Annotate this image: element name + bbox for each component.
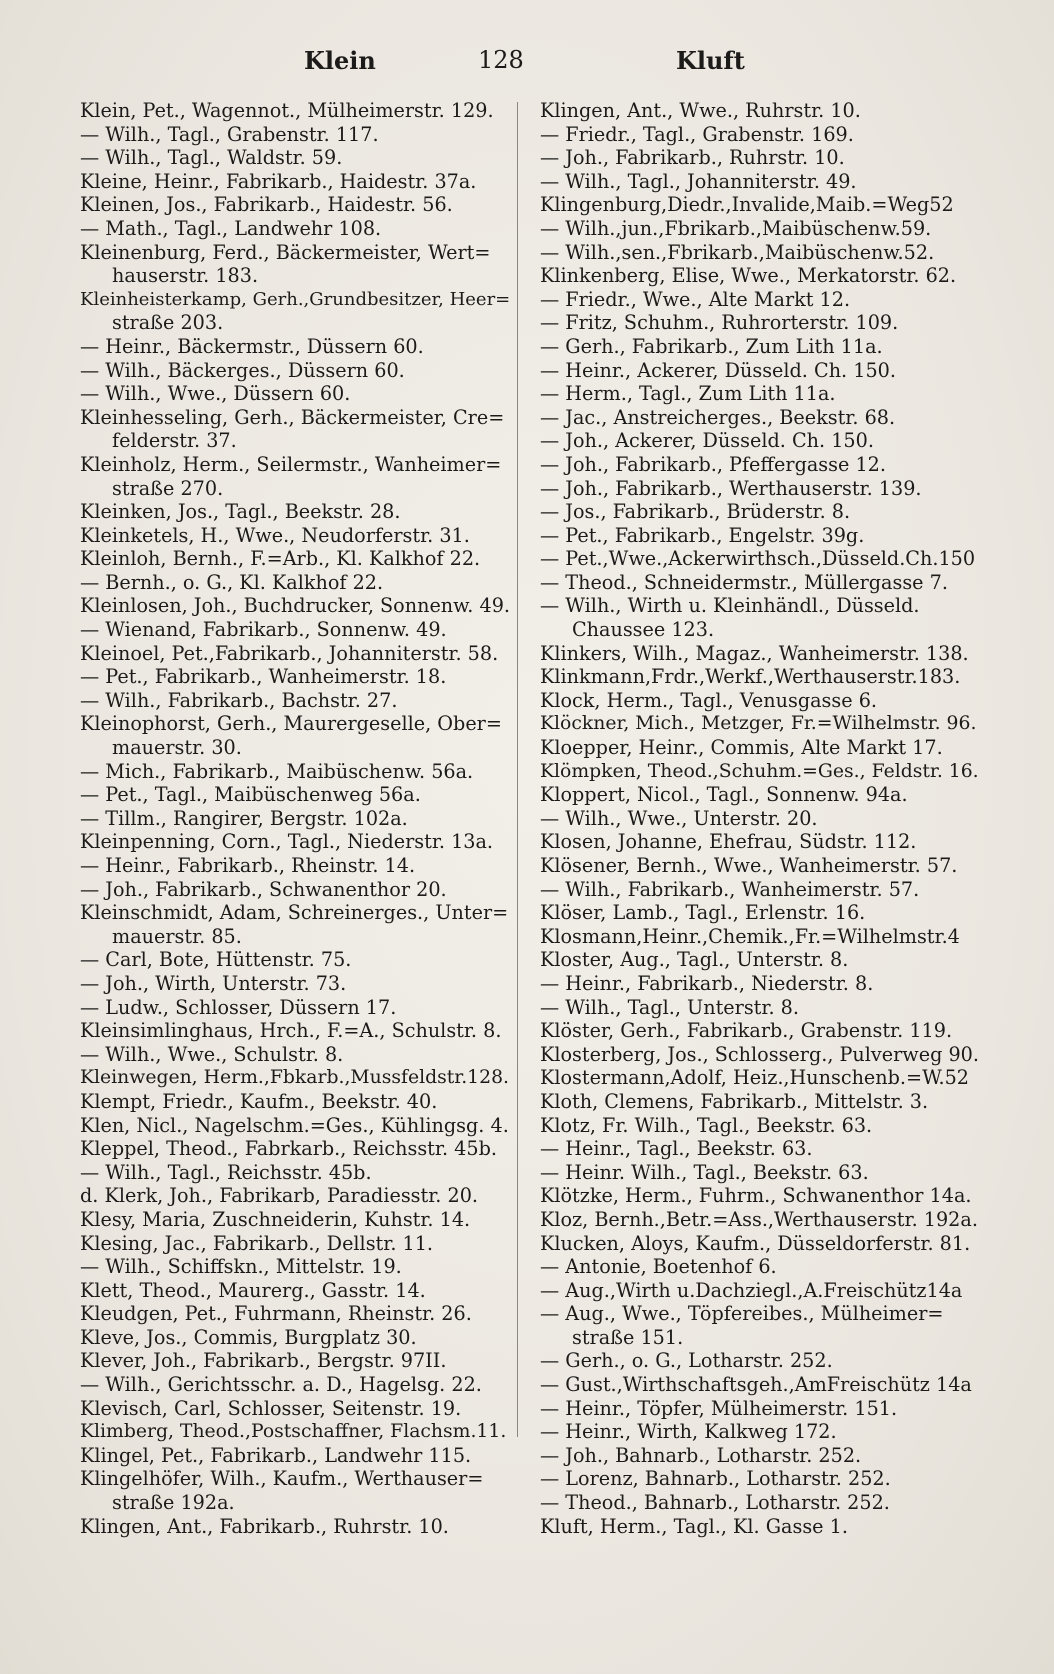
directory-entry: Klöckner, Mich., Metzger, Fr.=Wilhelmstr. 96. <box>540 713 977 735</box>
directory-entry: — Wilh., Wwe., Düssern 60. <box>80 382 351 406</box>
directory-entry: Kleinpenning, Corn., Tagl., Niederstr. 13a. <box>80 830 494 854</box>
directory-entry: Klesing, Jac., Fabrikarb., Dellstr. 11. <box>80 1231 434 1255</box>
column-divider <box>517 102 518 1437</box>
directory-entry: — Jos., Fabrikarb., Brüderstr. 8. <box>540 500 851 524</box>
directory-entry: — Pet.,Wwe.,Ackerwirthsch.,Düsseld.Ch.150 <box>540 547 976 571</box>
directory-entry: — Joh., Bahnarb., Lotharstr. 252. <box>540 1443 862 1467</box>
header-last-entry: Kluft <box>676 46 745 75</box>
directory-entry: Klostermann,Adolf, Heiz.,Hunschenb.=W.52 <box>540 1066 969 1090</box>
directory-entry: Klöster, Gerh., Fabrikarb., Grabenstr. 119. <box>540 1019 953 1043</box>
directory-entry: — Gerh., Fabrikarb., Zum Lith 11a. <box>540 334 883 358</box>
directory-entry: Klinkmann,Frdr.,Werkf.,Werthauserstr.183. <box>540 665 961 689</box>
directory-entry: Kleinlosen, Joh., Buchdrucker, Sonnenw. 49. <box>80 594 511 618</box>
directory-entry: Kleinholz, Herm., Seilermstr., Wanheimer= <box>80 452 502 476</box>
directory-entry: — Friedr., Tagl., Grabenstr. 169. <box>540 122 854 146</box>
directory-entry: — Theod., Schneidermstr., Müllergasse 7. <box>540 570 948 594</box>
directory-entry: — Wilh., Tagl., Grabenstr. 117. <box>80 122 379 146</box>
directory-entry: Kleppel, Theod., Fabrkarb., Reichsstr. 45b. <box>80 1137 497 1161</box>
directory-entry: — Aug., Wwe., Töpfereibes., Mülheimer= <box>540 1302 944 1326</box>
directory-entry: — Gust.,Wirthschaftsgeh.,AmFreischütz 14a <box>540 1373 972 1397</box>
right-column <box>540 99 980 1538</box>
left-column <box>80 99 514 1538</box>
directory-entry: — Joh., Fabrikarb., Ruhrstr. 10. <box>540 146 845 170</box>
directory-entry: — Herm., Tagl., Zum Lith 11a. <box>540 382 836 406</box>
directory-entry: — Wilh., Bäckerges., Düssern 60. <box>80 358 405 382</box>
directory-entry: Klen, Nicl., Nagelschm.=Ges., Kühlingsg. 4. <box>80 1113 509 1137</box>
directory-entry: — Joh., Fabrikarb., Pfeffergasse 12. <box>540 452 886 476</box>
entry-continuation: straße 203. <box>112 311 224 335</box>
directory-entry: — Ludw., Schlosser, Düssern 17. <box>80 995 397 1019</box>
directory-entry: — Math., Tagl., Landwehr 108. <box>80 216 382 240</box>
directory-entry: — Wilh., Tagl., Reichsstr. 45b. <box>80 1160 372 1184</box>
directory-entry: Klingelhöfer, Wilh., Kaufm., Werthauser= <box>80 1467 484 1491</box>
directory-entry: Kleinketels, H., Wwe., Neudorferstr. 31. <box>80 523 470 547</box>
directory-entry: — Tillm., Rangirer, Bergstr. 102a. <box>80 806 408 830</box>
directory-entry: Klempt, Friedr., Kaufm., Beekstr. 40. <box>80 1089 438 1113</box>
directory-entry: — Wilh., Schiffskn., Mittelstr. 19. <box>80 1255 402 1279</box>
directory-entry: Klingenburg,Diedr.,Invalide,Maib.=Weg52 <box>540 193 954 217</box>
directory-entry: — Lorenz, Bahnarb., Lotharstr. 252. <box>540 1467 891 1491</box>
directory-entry: — Heinr., Wirth, Kalkweg 172. <box>540 1420 837 1444</box>
directory-entry: Klingel, Pet., Fabrikarb., Landwehr 115. <box>80 1443 472 1467</box>
directory-entry: Kleinschmidt, Adam, Schreinerges., Unter= <box>80 901 509 925</box>
directory-entry: — Heinr., Fabrikarb., Niederstr. 8. <box>540 971 874 995</box>
directory-entry: Kluft, Herm., Tagl., Kl. Gasse 1. <box>540 1514 848 1538</box>
directory-entry: Klömpken, Theod.,Schuhm.=Ges., Feldstr. 16. <box>540 760 979 782</box>
directory-entry: — Pet., Tagl., Maibüschenweg 56a. <box>80 783 421 807</box>
directory-entry: Klett, Theod., Maurerg., Gasstr. 14. <box>80 1278 426 1302</box>
directory-entry: Kloster, Aug., Tagl., Unterstr. 8. <box>540 948 849 972</box>
directory-entry: Klösener, Bernh., Wwe., Wanheimerstr. 57. <box>540 854 958 877</box>
page-header <box>78 46 976 82</box>
directory-entry: Kleine, Heinr., Fabrikarb., Haidestr. 37a. <box>80 169 477 193</box>
directory-entry: Klotz, Fr. Wilh., Tagl., Beekstr. 63. <box>540 1113 873 1137</box>
entry-continuation: felderstr. 37. <box>112 429 237 453</box>
directory-entry: — Friedr., Wwe., Alte Markt 12. <box>540 287 851 311</box>
directory-entry: Kleinken, Jos., Tagl., Beekstr. 28. <box>80 500 401 524</box>
entry-continuation: Chaussee 123. <box>572 618 715 642</box>
directory-entry: Kleinhesseling, Gerh., Bäckermeister, Cre= <box>80 405 505 429</box>
directory-entry: Kleudgen, Pet., Fuhrmann, Rheinstr. 26. <box>80 1302 472 1326</box>
directory-entry: — Pet., Fabrikarb., Engelstr. 39g. <box>540 523 865 547</box>
entry-continuation: mauerstr. 85. <box>112 924 242 948</box>
directory-entry: Klock, Herm., Tagl., Venusgasse 6. <box>540 688 877 712</box>
directory-entry: — Carl, Bote, Hüttenstr. 75. <box>80 948 352 972</box>
directory-entry: Klosterberg, Jos., Schlosserg., Pulverweg 90. <box>540 1042 979 1066</box>
directory-entry: — Wilh.,jun.,Fbrikarb.,Maibüschenw.59. <box>540 216 932 240</box>
directory-entry: — Heinr., Tagl., Beekstr. 63. <box>540 1137 813 1161</box>
directory-entry: — Wilh.,sen.,Fbrikarb.,Maibüschenw.52. <box>540 240 935 264</box>
directory-entry: Klucken, Aloys, Kaufm., Düsseldorferstr. 81. <box>540 1231 971 1255</box>
entry-continuation: straße 151. <box>572 1325 684 1349</box>
directory-entry: Klosmann,Heinr.,Chemik.,Fr.=Wilhelmstr.4 <box>540 924 960 948</box>
directory-entry: Klöser, Lamb., Tagl., Erlenstr. 16. <box>540 901 866 925</box>
directory-entry: — Wilh., Tagl., Waldstr. 59. <box>80 146 343 170</box>
directory-entry: Klingen, Ant., Fabrikarb., Ruhrstr. 10. <box>80 1514 449 1538</box>
directory-entry: — Jac., Anstreicherges., Beekstr. 68. <box>540 405 896 429</box>
entry-continuation: hauserstr. 183. <box>112 264 259 288</box>
directory-entry: — Wilh., Tagl., Johanniterstr. 49. <box>540 169 857 193</box>
directory-entry: — Wienand, Fabrikarb., Sonnenw. 49. <box>80 618 447 642</box>
directory-entry: — Wilh., Wirth u. Kleinhändl., Düsseld. <box>540 594 920 618</box>
directory-entry: d. Klerk, Joh., Fabrikarb, Paradiesstr. 20. <box>80 1184 479 1208</box>
directory-entry: Kleinwegen, Herm.,Fbkarb.,Mussfeldstr.128. <box>80 1067 509 1089</box>
entry-continuation: straße 270. <box>112 476 224 500</box>
header-first-entry: Klein <box>304 46 376 75</box>
directory-entry: Klevisch, Carl, Schlosser, Seitenstr. 19. <box>80 1396 462 1420</box>
directory-entry: Klingen, Ant., Wwe., Ruhrstr. 10. <box>540 99 861 122</box>
directory-entry: Klein, Pet., Wagennot., Mülheimerstr. 129. <box>80 99 494 122</box>
directory-entry: — Heinr., Töpfer, Mülheimerstr. 151. <box>540 1396 898 1420</box>
directory-entry: Kleve, Jos., Commis, Burgplatz 30. <box>80 1325 417 1349</box>
directory-entry: — Joh., Fabrikarb., Werthauserstr. 139. <box>540 476 922 500</box>
directory-entry: — Pet., Fabrikarb., Wanheimerstr. 18. <box>80 665 447 689</box>
directory-entry: — Aug.,Wirth u.Dachziegl.,A.Freischütz14a <box>540 1278 963 1302</box>
directory-entry: — Gerh., o. G., Lotharstr. 252. <box>540 1349 833 1373</box>
directory-entry: — Heinr. Wilh., Tagl., Beekstr. 63. <box>540 1160 869 1184</box>
directory-entry: Kloepper, Heinr., Commis, Alte Markt 17. <box>540 736 943 760</box>
directory-entry: — Bernh., o. G., Kl. Kalkhof 22. <box>80 570 384 594</box>
directory-entry: Kleinen, Jos., Fabrikarb., Haidestr. 56. <box>80 193 453 217</box>
directory-entry: — Mich., Fabrikarb., Maibüschenw. 56a. <box>80 759 474 783</box>
entry-continuation: straße 192a. <box>112 1491 235 1515</box>
directory-entry: — Theod., Bahnarb., Lotharstr. 252. <box>540 1491 890 1515</box>
directory-entry: Kleinenburg, Ferd., Bäckermeister, Wert= <box>80 240 491 264</box>
directory-entry: — Joh., Wirth, Unterstr. 73. <box>80 971 347 995</box>
directory-entry: Kleinoel, Pet.,Fabrikarb., Johanniterstr. 58. <box>80 641 499 665</box>
directory-entry: — Antonie, Boetenhof 6. <box>540 1255 777 1279</box>
directory-entry: Kloth, Clemens, Fabrikarb., Mittelstr. 3. <box>540 1089 929 1113</box>
directory-entry: Kloppert, Nicol., Tagl., Sonnenw. 94a. <box>540 783 908 807</box>
directory-entry: — Wilh., Fabrikarb., Bachstr. 27. <box>80 688 398 712</box>
directory-entry: — Wilh., Gerichtsschr. a. D., Hagelsg. 22. <box>80 1373 482 1397</box>
directory-entry: — Heinr., Bäckermstr., Düssern 60. <box>80 334 424 358</box>
directory-entry: — Wilh., Tagl., Unterstr. 8. <box>540 995 799 1019</box>
directory-entry: — Joh., Ackerer, Düsseld. Ch. 150. <box>540 429 874 453</box>
directory-entry: — Joh., Fabrikarb., Schwanenthor 20. <box>80 877 447 901</box>
directory-entry: — Wilh., Wwe., Schulstr. 8. <box>80 1042 344 1066</box>
directory-entry: Kleinophorst, Gerh., Maurergeselle, Ober= <box>80 712 502 736</box>
directory-entry: Kleinloh, Bernh., F.=Arb., Kl. Kalkhof 22. <box>80 547 481 571</box>
directory-entry: — Wilh., Wwe., Unterstr. 20. <box>540 806 818 830</box>
directory-entry: — Fritz, Schuhm., Ruhrorterstr. 109. <box>540 311 899 335</box>
directory-entry: Kloz, Bernh.,Betr.=Ass.,Werthauserstr. 192a. <box>540 1207 978 1231</box>
entry-continuation: mauerstr. 30. <box>112 736 242 760</box>
directory-entry: Kleinheisterkamp, Gerh.,Grundbesitzer, Heer= <box>80 288 511 310</box>
directory-entry: Klever, Joh., Fabrikarb., Bergstr. 97II. <box>80 1349 447 1373</box>
directory-entry: — Heinr., Fabrikarb., Rheinstr. 14. <box>80 854 416 877</box>
directory-entry: Klesy, Maria, Zuschneiderin, Kuhstr. 14. <box>80 1207 471 1231</box>
directory-entry: — Heinr., Ackerer, Düsseld. Ch. 150. <box>540 358 896 382</box>
directory-entry: Kleinsimlinghaus, Hrch., F.=A., Schulstr. 8. <box>80 1019 502 1043</box>
page-number: 128 <box>478 46 524 74</box>
directory-entry: — Wilh., Fabrikarb., Wanheimerstr. 57. <box>540 877 920 901</box>
directory-entry: Klosen, Johanne, Ehefrau, Südstr. 112. <box>540 830 917 854</box>
directory-entry: Klötzke, Herm., Fuhrm., Schwanenthor 14a. <box>540 1184 972 1208</box>
directory-entry: Klinkers, Wilh., Magaz., Wanheimerstr. 138. <box>540 641 969 665</box>
directory-entry: Klimberg, Theod.,Postschaffner, Flachsm.11. <box>80 1421 507 1443</box>
directory-entry: Klinkenberg, Elise, Wwe., Merkatorstr. 62. <box>540 264 957 288</box>
